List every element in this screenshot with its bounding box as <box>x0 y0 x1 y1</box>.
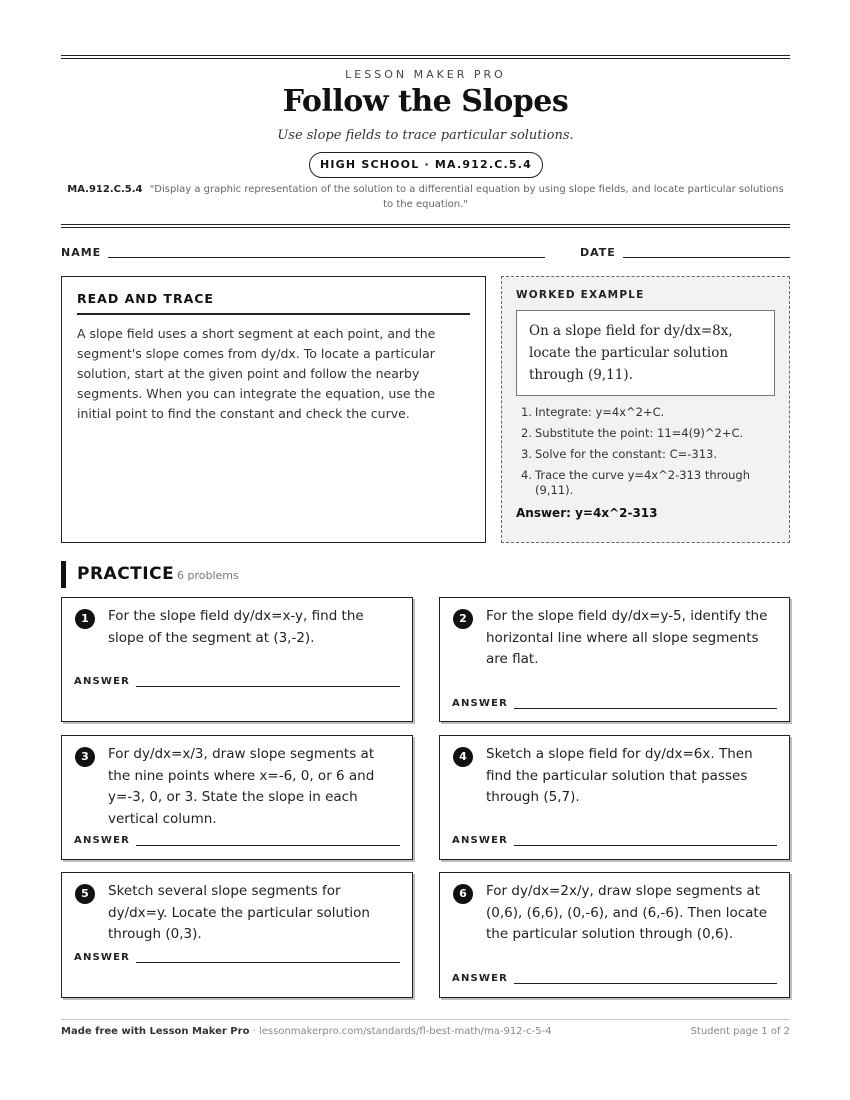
problem-number-badge: 2 <box>453 609 473 629</box>
header-top-rule <box>61 55 790 59</box>
worked-example-box <box>501 276 790 543</box>
footer-made-with: Made free with Lesson Maker Pro <box>61 1026 250 1037</box>
standard-description <box>61 182 790 212</box>
problem-number-badge: 1 <box>75 609 95 629</box>
step-number: 4. <box>521 468 532 482</box>
page-title: Follow the Slopes <box>282 84 569 119</box>
worked-example-steps <box>516 405 775 498</box>
worked-example-answer: Answer: y=4x^2-313 <box>516 506 658 520</box>
answer-field[interactable] <box>136 845 400 846</box>
standard-code: MA.912.C.5.4 <box>67 184 143 195</box>
brand-label: LESSON MAKER PRO <box>345 68 506 81</box>
problem-card-3 <box>61 735 413 860</box>
worked-example-step <box>516 468 775 498</box>
problem-number-badge: 6 <box>453 884 473 904</box>
problem-text: For the slope field dy/dx=y-5, identify the horizontal line where all slope segments are flat. <box>486 608 768 667</box>
practice-accent-bar <box>61 561 66 588</box>
problem-text: Sketch a slope field for dy/dx=6x. Then find the particular solution that passes through (5,7). <box>486 746 753 805</box>
answer-label: ANSWER <box>452 698 509 709</box>
problem-text: For dy/dx=x/3, draw slope segments at the nine points where x=-6, 0, or 6 and y=-3, 0, or 3. State the slope in each vertical column. <box>108 746 375 827</box>
date-field[interactable] <box>623 257 790 258</box>
step-number: 3. <box>521 447 532 461</box>
problem-card-1 <box>61 597 413 722</box>
footer-rule <box>61 1019 790 1020</box>
problem-text: Sketch several slope segments for dy/dx=y. Locate the particular solution through (0,3). <box>108 883 370 942</box>
page-subtitle: Use slope fields to trace particular solutions. <box>277 128 574 143</box>
answer-field[interactable] <box>514 708 777 709</box>
problem-number-badge: 3 <box>75 747 95 767</box>
problem-text: For dy/dx=2x/y, draw slope segments at (0,6), (6,6), (0,-6), and (6,-6). Then locate the particular solution through (0,6). <box>486 883 768 942</box>
name-label: NAME <box>61 246 102 259</box>
read-and-trace-body: A slope field uses a short segment at each point, and the segment's slope comes from dy/dx. To locate a particular solution, start at the given point and follow the nearby segments. When you can integrate the equation, use the initial point to find the constant and check the curve. <box>77 326 436 421</box>
step-text: Solve for the constant: C=-313. <box>535 447 718 461</box>
problem-card-4 <box>439 735 790 860</box>
worksheet-page <box>61 0 790 1100</box>
worked-example-heading: WORKED EXAMPLE <box>516 289 645 301</box>
answer-label: ANSWER <box>452 835 509 846</box>
problem-card-2 <box>439 597 790 722</box>
answer-label: ANSWER <box>74 835 131 846</box>
step-text: Trace the curve y=4x^2-313 through (9,11). <box>535 468 751 497</box>
read-and-trace-box <box>61 276 486 543</box>
step-number: 1. <box>521 405 532 419</box>
name-field[interactable] <box>108 257 545 258</box>
problem-number-badge: 5 <box>75 884 95 904</box>
problem-number-badge: 4 <box>453 747 473 767</box>
answer-field[interactable] <box>136 962 400 963</box>
date-label: DATE <box>580 246 616 259</box>
practice-count: 6 problems <box>177 569 239 582</box>
practice-heading: PRACTICE <box>77 564 175 584</box>
step-number: 2. <box>521 426 532 440</box>
read-and-trace-heading: READ AND TRACE <box>77 291 470 315</box>
answer-field[interactable] <box>514 845 777 846</box>
answer-field[interactable] <box>136 686 400 687</box>
footer-credit <box>61 1026 552 1037</box>
answer-label: ANSWER <box>452 973 509 984</box>
worked-example-step <box>516 405 775 420</box>
footer-url[interactable]: · lessonmakerpro.com/standards/fl-best-math/ma-912-c-5-4 <box>249 1026 552 1037</box>
answer-field[interactable] <box>514 983 777 984</box>
grade-standard-badge: HIGH SCHOOL · MA.912.C.5.4 <box>309 152 543 178</box>
step-text: Integrate: y=4x^2+C. <box>535 405 665 419</box>
answer-label: ANSWER <box>74 676 131 687</box>
footer-page-number: Student page 1 of 2 <box>690 1026 790 1037</box>
problem-text: For the slope field dy/dx=x-y, find the slope of the segment at (3,-2). <box>108 608 364 646</box>
worked-example-step <box>516 426 775 441</box>
worked-example-problem: On a slope field for dy/dx=8x, locate the particular solution through (9,11). <box>516 310 775 396</box>
worked-example-step <box>516 447 775 462</box>
answer-label: ANSWER <box>74 952 131 963</box>
step-text: Substitute the point: 11=4(9)^2+C. <box>535 426 744 440</box>
problem-card-6 <box>439 872 790 998</box>
header-bottom-rule <box>61 224 790 228</box>
problem-card-5 <box>61 872 413 998</box>
standard-text: "Display a graphic representation of the solution to a differential equation by using slope fields, and locate particular solutions to the equation." <box>149 184 784 210</box>
